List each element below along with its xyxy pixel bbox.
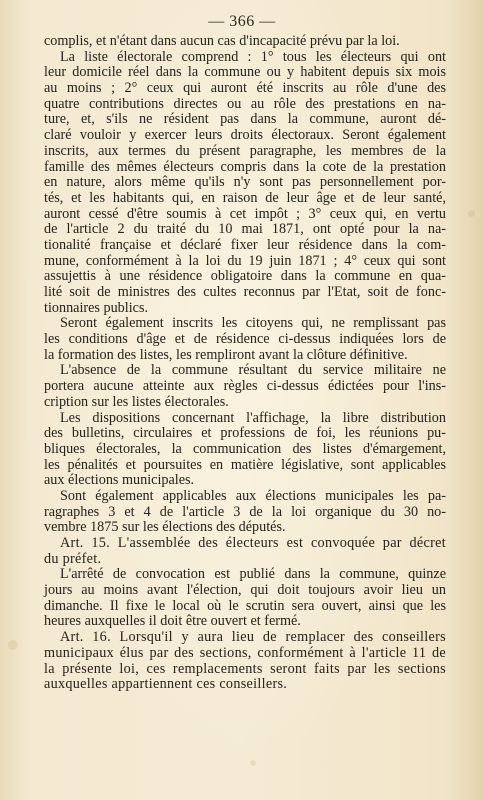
text-line: assujettis à une résidence obligatoire dans la commune en qua-: [44, 268, 446, 285]
paper-stain: [250, 760, 256, 766]
paper-stain: [8, 640, 18, 650]
text-line: au moins ; 2° ceux qui auront été inscrits au rôle d'une des: [44, 80, 446, 97]
text-line: Seront également inscrits les citoyens qui, ne remplissant pas: [60, 315, 446, 332]
text-line: municipaux élus par des sections, conformément à l'article 11 de: [44, 644, 446, 661]
body-text: [44, 34, 446, 693]
text-line: de l'article 2 du traité du 10 mai 1871, ont opté pour la na-: [44, 221, 446, 238]
paragraph: [44, 489, 446, 536]
text-line: claré vouloir y exercer leurs droits électoraux. Seront également: [44, 127, 446, 144]
article-paragraph: [44, 536, 446, 567]
text-line: dimanche. Il fixe le local où le scrutin sera ouvert, ainsi que les: [44, 597, 446, 614]
text-line: ture, et, s'ils ne résident pas dans la commune, auront dé-: [44, 111, 446, 128]
text-line: la présente loi, ces remplacements seront faits par les sections: [44, 660, 446, 677]
paragraph: [44, 316, 446, 363]
text-line: Sont également applicables aux élections municipales les pa-: [60, 487, 446, 504]
paper-stain: [468, 210, 475, 217]
text-line: tionalité française et déclaré fixer leur résidence dans la com-: [44, 236, 446, 253]
text-line: mune, conformément à la loi du 19 juin 1871 ; 4° ceux qui sont: [44, 252, 446, 269]
text-line: Art. 15. L'assemblée des électeurs est convoquée par décret: [60, 535, 446, 551]
page-number: — 366 —: [208, 13, 276, 30]
paragraph: [44, 363, 446, 410]
text-line: heures auxquelles il doit être ouvert et fermé.: [44, 613, 301, 630]
text-line: aux élections municipales.: [44, 472, 195, 489]
article-paragraph: [44, 630, 446, 693]
text-line: La liste électorale comprend : 1° tous les électeurs qui ont: [60, 48, 446, 65]
text-line: cription sur les listes électorales.: [44, 393, 229, 410]
text-line: des bulletins, circulaires et professions de foi, les réunions pu-: [44, 425, 446, 442]
text-line: vembre 1875 sur les élections des députés.: [44, 519, 286, 536]
text-line: inscrits, aux termes du présent paragraphe, les membres de la: [44, 142, 446, 159]
text-line: les conditions d'âge et de résidence ci-dessus indiquées lors de: [44, 331, 446, 348]
text-line: Art. 16. Lorsqu'il y aura lieu de remplacer des conseillers: [60, 629, 446, 646]
text-line: portera aucune atteinte aux règles ci-dessus édictées pour l'ins-: [44, 378, 446, 395]
text-line: du préfet.: [44, 550, 102, 567]
text-line: les pénalités et poursuites en matière législative, sont applicables: [44, 456, 446, 473]
paragraph: [44, 34, 446, 50]
paragraph: [44, 411, 446, 489]
text-line: L'absence de la commune résultant du service militaire ne: [60, 362, 446, 379]
paragraph: [44, 50, 446, 317]
text-line: en nature, alors même qu'ils n'y sont pas personnellement por-: [44, 174, 446, 191]
text-line: leur domicile réel dans la commune ou y habitent depuis six mois: [44, 64, 446, 81]
text-line: tés, et les habitants qui, en raison de leur âge et de leur santé,: [44, 189, 446, 206]
text-line: L'arrêté de convocation est publié dans la commune, quinze: [60, 566, 446, 583]
text-line: famille des mêmes électeurs compris dans la cote de la prestation: [44, 158, 446, 175]
text-line: lité soit de ministres des cultes reconnus par l'Etat, soit de fonc-: [44, 284, 446, 300]
text-line: quatre contributions directes ou au rôle des prestations en na-: [44, 95, 446, 112]
text-line: bliques électorales, la communication des listes d'émargement,: [44, 440, 446, 457]
text-line: ragraphes 3 et 4 de l'article 3 de la loi organique du 30 no-: [44, 503, 446, 520]
text-line: complis, et n'étant dans aucun cas d'incapacité prévu par la loi.: [44, 33, 400, 49]
text-line: Les dispositions concernant l'affichage, la libre distribution: [60, 409, 446, 426]
text-line: jours au moins avant l'élection, qui doit toujours avoir lieu un: [44, 582, 446, 599]
text-line: auront cessé d'être soumis à cet impôt ; 3° ceux qui, en vertu: [44, 205, 446, 222]
text-line: tionnaires publics.: [44, 299, 149, 316]
paragraph: [44, 567, 446, 630]
text-line: la formation des listes, les rempliront avant la clôture définitive.: [44, 346, 408, 363]
text-line: auxquelles appartiennent ces conseillers.: [44, 676, 288, 693]
